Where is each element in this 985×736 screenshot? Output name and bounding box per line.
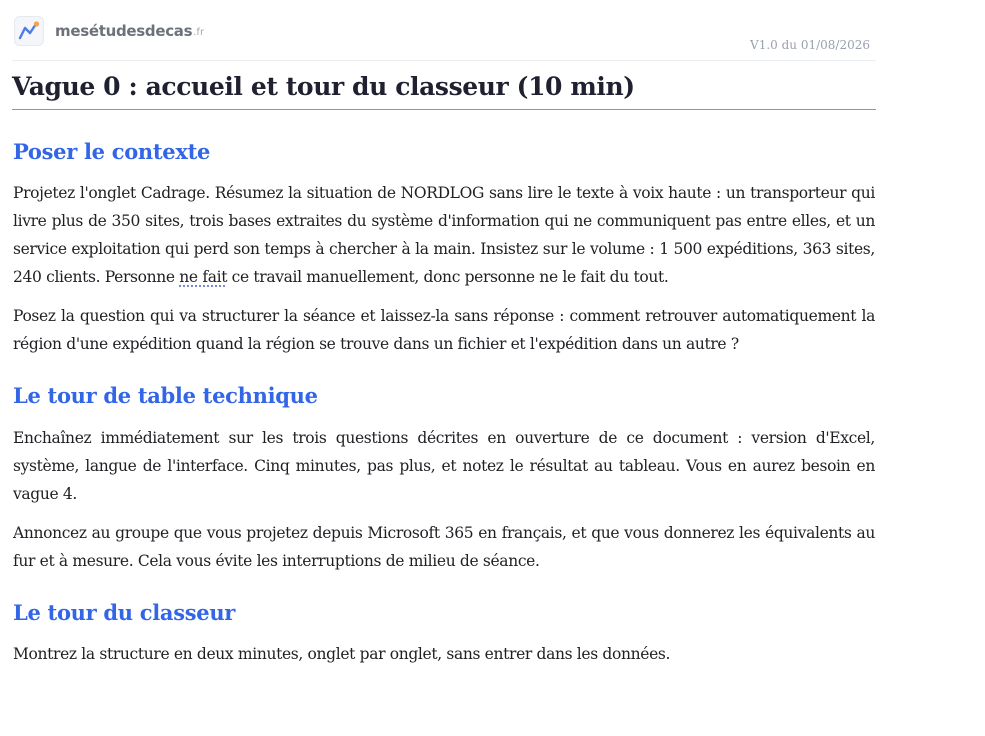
section-heading: Le tour de table technique [13,383,318,409]
page-header [12,14,876,61]
chart-line-icon [14,16,44,46]
logo-tld: .fr [193,26,205,38]
section-heading: Poser le contexte [13,139,211,164]
paragraph: Annoncez au groupe que vous projetez depuis Microsoft 365 en français, et que vous donnerez les équivalents au fur et à mesure. Cela vous évite les interruptions de milieu de séance. [13,523,875,570]
version-label: V1.0 du 01/08/2026 [750,38,870,52]
paragraph-text: ce travail manuellement, donc personne ne le fait du tout. [227,268,669,287]
paragraph: Enchaînez immédiatement sur les trois questions décrites en ouverture de ce document : version d'Excel, système, langue de l'interface. Cinq minutes, pas plus, et notez le résultat au tableau. Vous en aurez besoin en vague 4. [13,428,875,503]
paragraph-text: Projetez l'onglet Cadrage. Résumez la situation de NORDLOG sans lire le texte à voix haute : un transporteur qui livre plus de 350 sites, trois bases extraites du système d'information qui ne communiquent pas entre elles, et un service exploitation qui perd son temps à chercher à la main. Insistez sur le volume : 1 500 expéditions, 363 sites, 240 clients. Personne [13,184,875,287]
site-logo[interactable] [14,15,204,47]
page-title: Vague 0 : accueil et tour du classeur (10 min) [12,72,876,110]
paragraph: Montrez la structure en deux minutes, onglet par onglet, sans entrer dans les données. [13,644,671,663]
section-heading: Le tour du classeur [13,599,236,625]
section-tour-de-table [13,382,875,574]
section-contexte [13,138,875,358]
paragraph: Posez la question qui va structurer la séance et laissez-la sans réponse : comment retrouver automatiquement la région d'une expédition quand la région se trouve dans un fichier et l'expédition dans un autre ? [13,307,875,354]
document-body [13,138,875,679]
section-tour-du-classeur [13,599,875,668]
spellcheck-marked-text: ne fait [179,268,228,287]
logo-wordmark: mesétudesdecas [55,22,193,40]
paragraph [13,179,875,291]
